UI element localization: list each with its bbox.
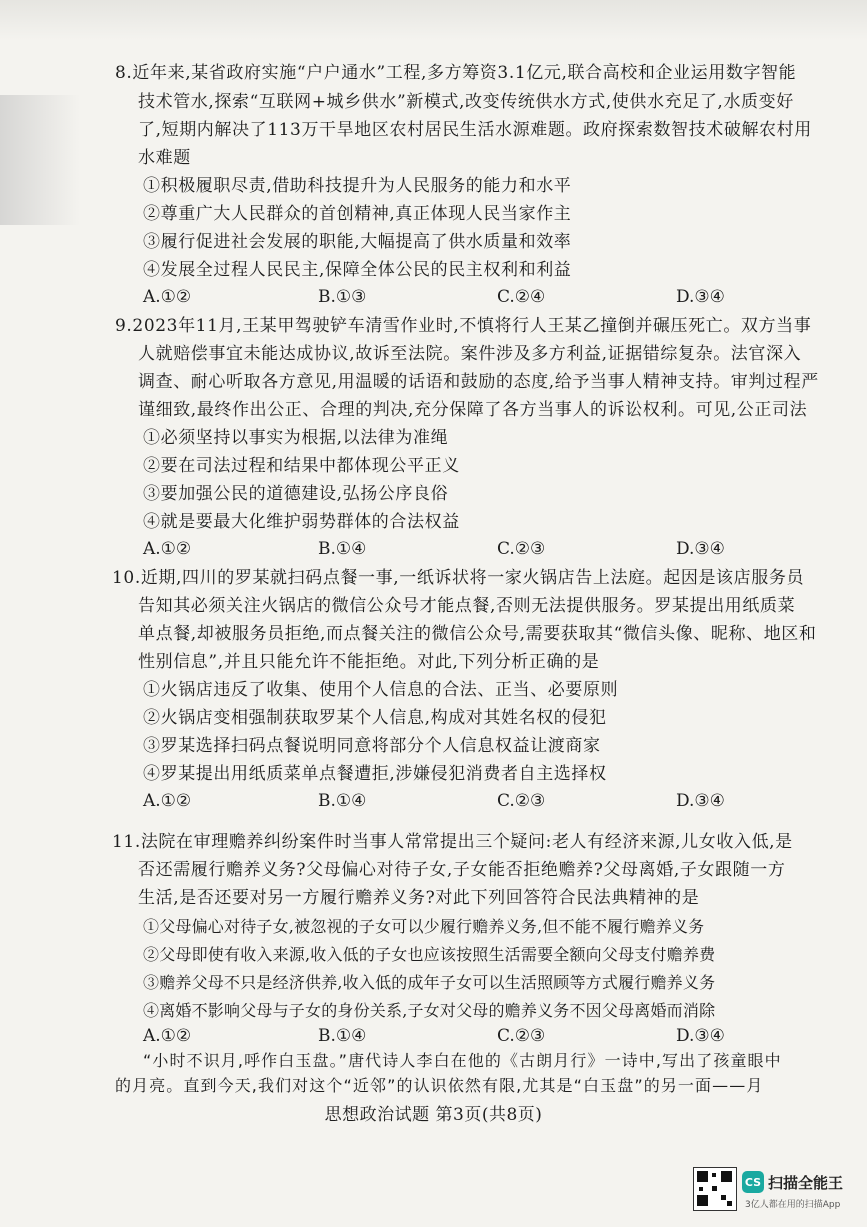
scan-shadow-left — [0, 95, 80, 225]
q10-answer-a: A.①② — [143, 791, 192, 811]
q11-answer-c: C.②③ — [497, 1026, 546, 1046]
qr-code-icon — [693, 1167, 737, 1211]
q10-option-2: ②火锅店变相强制获取罗某个人信息,构成对其姓名权的侵犯 — [143, 708, 607, 728]
q10-option-1: ①火锅店违反了收集、使用个人信息的合法、正当、必要原则 — [143, 680, 619, 700]
q10-answer-b: B.①④ — [318, 791, 367, 811]
q8-option-3: ③履行促进社会发展的职能,大幅提高了供水质量和效率 — [143, 232, 572, 252]
q8-line-3: 了,短期内解决了113万干旱地区农村居民生活水源难题。政府探索数智技术破解农村用 — [138, 120, 812, 140]
q10-line-3: 单点餐,却被服务员拒绝,而点餐关注的微信公众号,需要获取其“微信头像、昵称、地区和 — [138, 624, 817, 644]
scan-shadow-top — [0, 0, 867, 40]
q8-answer-b: B.①③ — [318, 287, 367, 307]
q9-answer-a: A.①② — [143, 539, 192, 559]
q9-option-2: ②要在司法过程和结果中都体现公平正义 — [143, 456, 460, 476]
q10-answer-c: C.②③ — [497, 791, 546, 811]
q8-option-4: ④发展全过程人民民主,保障全体公民的民主权利和利益 — [143, 260, 572, 280]
q9-option-4: ④就是要最大化维护弱势群体的合法权益 — [143, 512, 460, 532]
q8-answer-c: C.②④ — [497, 287, 546, 307]
q11-option-3: ③赡养父母不只是经济供养,收入低的成年子女可以生活照顾等方式履行赡养义务 — [143, 973, 716, 992]
q8-line-2: 技术管水,探索“互联网+城乡供水”新模式,改变传统供水方式,使供水充足了,水质变好 — [138, 92, 794, 112]
q9-answer-c: C.②③ — [497, 539, 546, 559]
q10-line-2: 告知其必须关注火锅店的微信公众号才能点餐,否则无法提供服务。罗某提出用纸质菜 — [138, 596, 796, 616]
q8-answer-d: D.③④ — [676, 287, 725, 307]
q11-line-1: 11.法院在审理赡养纠纷案件时当事人常常提出三个疑问:老人有经济来源,儿女收入低,是 — [112, 832, 793, 852]
q8-answer-a: A.①② — [143, 287, 192, 307]
q11-line-3: 生活,是否还要对另一方履行赡养义务?对此下列回答符合民法典精神的是 — [138, 888, 700, 908]
q8-line-4: 水难题 — [138, 148, 191, 168]
q9-answer-b: B.①④ — [318, 539, 367, 559]
q10-answer-d: D.③④ — [676, 791, 725, 811]
q8-option-1: ①积极履职尽责,借助科技提升为人民服务的能力和水平 — [143, 176, 572, 196]
q11-line-2: 否还需履行赡养义务?父母偏心对待子女,子女能否拒绝赡养?父母离婚,子女跟随一方 — [138, 860, 786, 880]
q8-option-2: ②尊重广大人民群众的首创精神,真正体现人民当家作主 — [143, 204, 572, 224]
scanner-app-badge — [742, 1170, 843, 1194]
q10-option-3: ③罗某选择扫码点餐说明同意将部分个人信息权益让渡商家 — [143, 736, 601, 756]
q9-line-2: 人就赔偿事宜未能达成协议,故诉至法院。案件涉及多方利益,证据错综复杂。法官深入 — [138, 344, 802, 364]
passage-line-2: 的月亮。直到今天,我们对这个“近邻”的认识依然有限,尤其是“白玉盘”的另一面——月 — [115, 1076, 764, 1095]
q9-line-4: 谨细致,最终作出公正、合理的判决,充分保障了各方当事人的诉讼权利。可见,公正司法 — [138, 400, 808, 420]
q11-option-1: ①父母偏心对待子女,被忽视的子女可以少履行赡养义务,但不能不履行赡养义务 — [143, 917, 705, 936]
passage-line-1: “小时不识月,呼作白玉盘。”唐代诗人李白在他的《古朗月行》一诗中,写出了孩童眼中 — [143, 1051, 782, 1070]
q9-line-3: 调查、耐心听取各方意见,用温暖的话语和鼓励的态度,给予当事人精神支持。审判过程严 — [138, 372, 819, 392]
q9-line-1: 9.2023年11月,王某甲驾驶铲车清雪作业时,不慎将行人王某乙撞倒并碾压死亡。双方当事 — [115, 316, 812, 336]
q11-answer-b: B.①④ — [318, 1026, 367, 1046]
q11-answer-a: A.①② — [143, 1026, 192, 1046]
q9-answer-d: D.③④ — [676, 539, 725, 559]
q9-option-3: ③要加强公民的道德建设,弘扬公序良俗 — [143, 484, 449, 504]
page-footer: 思想政治试题 第3页(共8页) — [324, 1105, 543, 1125]
q11-option-2: ②父母即使有收入来源,收入低的子女也应该按照生活需要全额向父母支付赡养费 — [143, 945, 716, 964]
scanner-app-name: 扫描全能王 — [768, 1173, 844, 1192]
q10-line-4: 性别信息”,并且只能允许不能拒绝。对此,下列分析正确的是 — [138, 652, 600, 672]
q9-option-1: ①必须坚持以事实为根据,以法律为准绳 — [143, 428, 449, 448]
q11-answer-d: D.③④ — [676, 1026, 725, 1046]
q10-line-1: 10.近期,四川的罗某就扫码点餐一事,一纸诉状将一家火锅店告上法庭。起因是该店服务员 — [112, 568, 805, 588]
scanner-app-tagline: 3亿人都在用的扫描App — [745, 1200, 841, 1210]
camscanner-icon: CS — [742, 1171, 764, 1193]
q8-line-1: 8.近年来,某省政府实施“户户通水”工程,多方筹资3.1亿元,联合高校和企业运用数字智能 — [115, 63, 797, 83]
q10-option-4: ④罗某提出用纸质菜单点餐遭拒,涉嫌侵犯消费者自主选择权 — [143, 764, 607, 784]
q11-option-4: ④离婚不影响父母与子女的身份关系,子女对父母的赡养义务不因父母离婚而消除 — [143, 1001, 716, 1020]
